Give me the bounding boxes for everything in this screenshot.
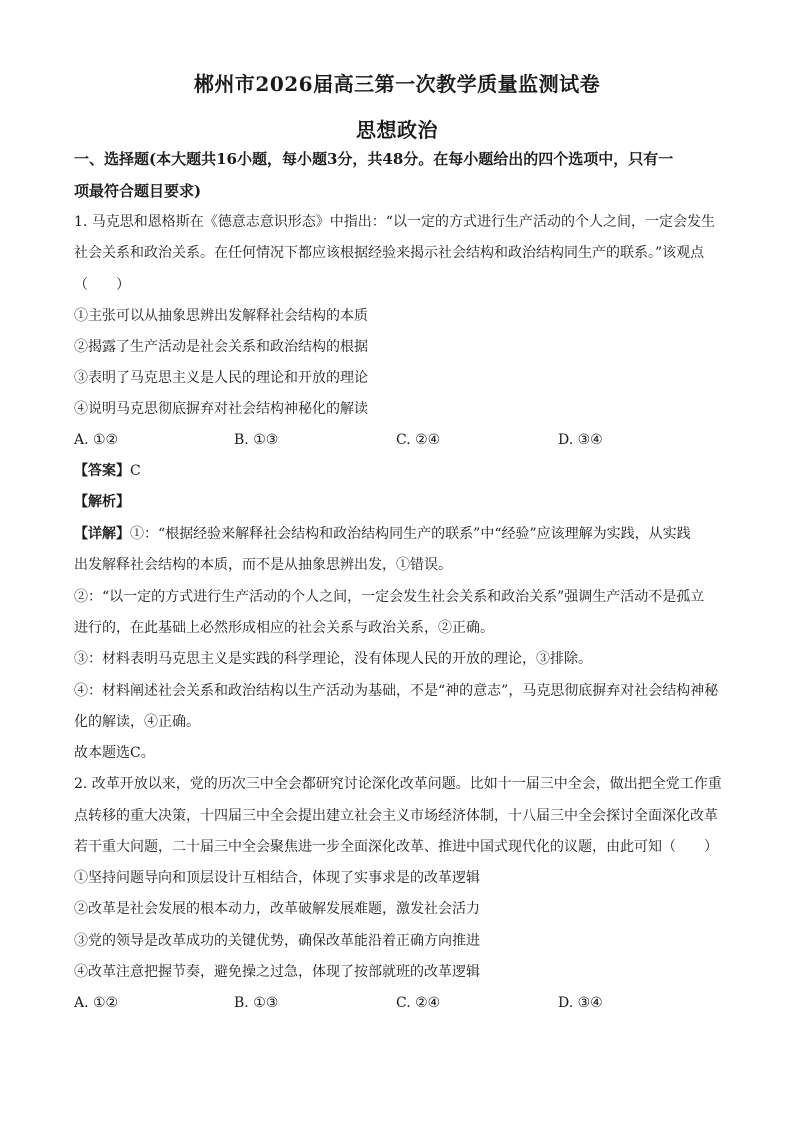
section-heading-line-1: 一、选择题(本大题共16小题，每小题3分，共48分。在每小题给出的四个选项中，只有一 bbox=[74, 150, 674, 168]
exam-title: 郴州市2026届高三第一次教学质量监测试卷 bbox=[193, 72, 601, 96]
q2-option-b: B. ①③ bbox=[234, 995, 279, 1011]
q1-option-c: C. ②④ bbox=[396, 432, 441, 448]
q1-statement-3: ③表明了马克思主义是人民的理论和开放的理论 bbox=[74, 370, 368, 386]
q2-statement-1: ①坚持问题导向和顶层设计互相结合，体现了实事求是的改革逻辑 bbox=[74, 870, 480, 886]
q1-answer bbox=[74, 461, 724, 481]
q1-explanation-line-7: 化的解读，④正确。 bbox=[74, 714, 200, 730]
q1-option-a: A. ①② bbox=[74, 432, 119, 448]
q2-statement-3: ③党的领导是改革成功的关键优势，确保改革能沿着正确方向推进 bbox=[74, 933, 480, 949]
answer-tag: 【答案】 bbox=[74, 463, 130, 479]
q2-statement-4: ④改革注意把握节奏，避免操之过急，体现了按部就班的改革逻辑 bbox=[74, 964, 480, 980]
q1-option-d: D. ③④ bbox=[558, 432, 603, 448]
q2-stem-line-2: 点转移的重大决策，十四届三中全会提出建立社会主义市场经济体制，十八届三中全会探讨全面深化改革 bbox=[74, 808, 718, 824]
section-heading-line-2: 项最符合题目要求) bbox=[74, 182, 202, 200]
q2-option-a: A. ①② bbox=[74, 995, 119, 1011]
q1-option-b: B. ①③ bbox=[234, 432, 279, 448]
q2-option-d: D. ③④ bbox=[558, 995, 603, 1011]
detail-tag: 【详解】 bbox=[74, 526, 130, 542]
answer-value: C bbox=[130, 463, 141, 479]
q1-explanation-line-3: ②：“以一定的方式进行生产活动的个人之间，一定会发生社会关系和政治关系”强调生产活动不是孤立 bbox=[74, 589, 705, 605]
q1-conclusion: 故本题选C。 bbox=[74, 745, 155, 761]
q1-statement-1: ①主张可以从抽象思辨出发解释社会结构的本质 bbox=[74, 308, 368, 324]
q2-stem-line-1: 2. 改革开放以来，党的历次三中全会都研究讨论深化改革问题。比如十一届三中全会，做出把全党工作重 bbox=[74, 776, 722, 792]
q2-stem-line-3: 若干重大问题，二十届三中全会聚焦进一步全面深化改革、推进中国式现代化的议题，由此可知（ ） bbox=[74, 839, 718, 855]
q1-explanation-line-2: 出发解释社会结构的本质，而不是从抽象思辨出发，①错误。 bbox=[74, 557, 452, 573]
q1-explanation-line-4: 进行的，在此基础上必然形成相应的社会关系与政治关系，②正确。 bbox=[74, 620, 494, 636]
q1-explanation-line-5: ③：材料表明马克思主义是实践的科学理论，没有体现人民的开放的理论，③排除。 bbox=[74, 651, 592, 667]
analysis-tag: 【解析】 bbox=[74, 494, 130, 510]
q1-stem-line-2: 社会关系和政治关系。在任何情况下都应该根据经验来揭示社会结构和政治结构同生产的联系。”该观点 bbox=[74, 245, 705, 261]
q1-stem-line-3: （ ） bbox=[74, 277, 130, 293]
q1-stem-line-1: 1. 马克思和恩格斯在《德意志意识形态》中指出：“以一定的方式进行生产活动的个人之间，一定会发生 bbox=[74, 214, 715, 230]
q1-statement-2: ②揭露了生产活动是社会关系和政治结构的根据 bbox=[74, 339, 368, 355]
q2-option-c: C. ②④ bbox=[396, 995, 441, 1011]
explanation-text-1: ①：“根据经验来解释社会结构和政治结构同生产的联系”中“经验”应该理解为实践，从实践 bbox=[130, 526, 691, 542]
subject-title: 思想政治 bbox=[356, 118, 438, 142]
q1-explanation-line-1 bbox=[74, 524, 724, 544]
q2-statement-2: ②改革是社会发展的根本动力，改革破解发展难题，激发社会活力 bbox=[74, 901, 480, 917]
q1-explanation-line-6: ④：材料阐述社会关系和政治结构以生产活动为基础，不是“神的意志”，马克思彻底摒弃对社会结构神秘 bbox=[74, 683, 719, 699]
q1-statement-4: ④说明马克思彻底摒弃对社会结构神秘化的解读 bbox=[74, 401, 368, 417]
